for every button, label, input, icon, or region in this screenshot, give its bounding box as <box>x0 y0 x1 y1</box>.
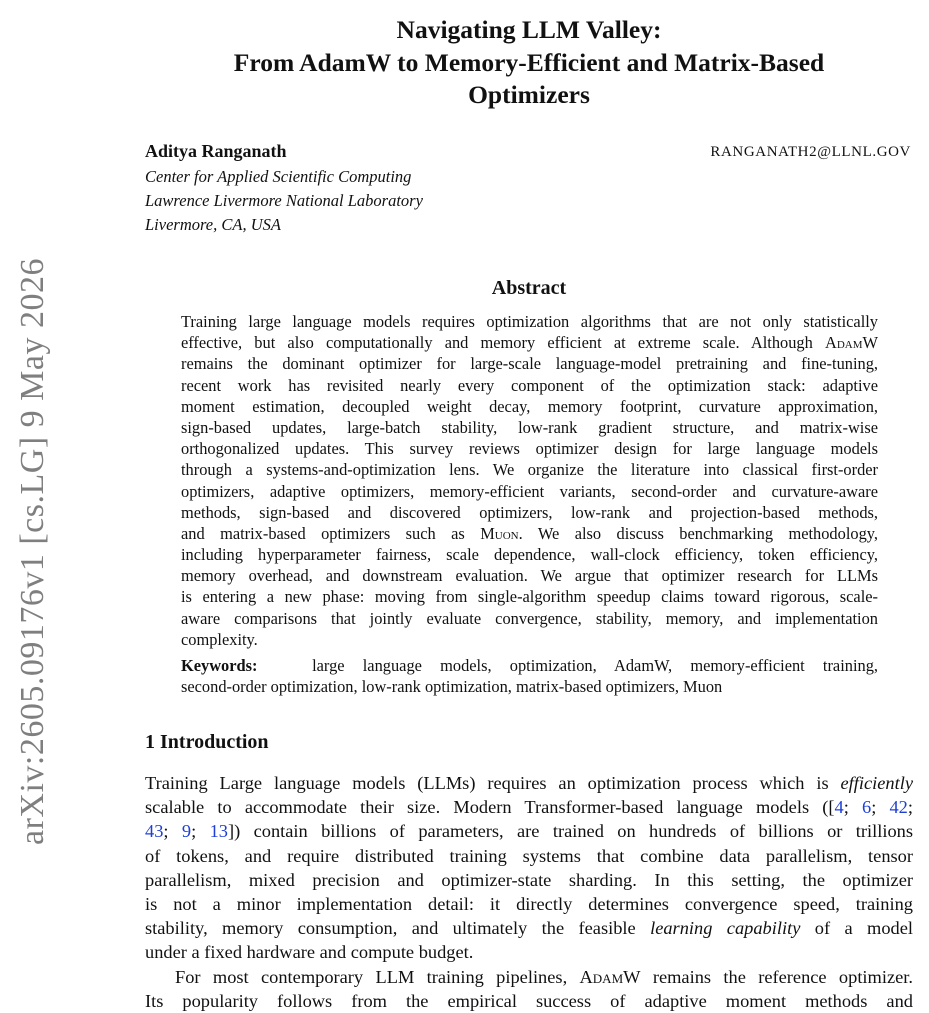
introduction-body <box>145 771 913 1013</box>
abstract-line: recent work has revisited nearly every component of the optimization stack: adaptive <box>181 375 878 395</box>
abstract-line: orthogonalized updates. This survey reviews optimizer design for large language models <box>181 439 878 459</box>
intro-line: 43; 9; 13]) contain billions of parameters, are trained on hundreds of billions or trillions <box>145 821 913 842</box>
abstract-line: remains the dominant optimizer for large-scale language-model pretraining and fine-tuning, <box>181 354 878 374</box>
abstract-line: Training large language models requires optimization algorithms that are not only statistically <box>181 312 878 331</box>
citation-link[interactable]: 43 <box>145 821 164 842</box>
muon-term: Muon <box>480 523 519 543</box>
intro-line: parallelism, mixed precision and optimizer-state sharding. In this setting, the optimizer <box>145 869 913 890</box>
intro-line: under a fixed hardware and compute budget. <box>145 942 474 963</box>
intro-line: stability, memory consumption, and ultimately the feasible learning capability of a model <box>145 918 913 939</box>
citation-link[interactable]: 6 <box>862 797 872 818</box>
abstract-line: through a systems-and-optimization lens. We organize the literature into classical first-order <box>181 460 878 480</box>
intro-line: Training Large language models (LLMs) requires an optimization process which is efficiently <box>145 773 913 793</box>
abstract-line: aware comparisons that jointly evaluate convergence, stability, memory, and implementation <box>181 608 878 628</box>
intro-line: For most contemporary LLM training pipelines, AdamW remains the reference optimizer. <box>175 966 913 987</box>
keywords-line: Keywords: large language models, optimization, AdamW, memory-efficient training, <box>181 656 878 675</box>
title-line: Optimizers <box>468 80 590 109</box>
citation-link[interactable]: 42 <box>889 797 908 818</box>
abstract-line: effective, but also computationally and memory efficient at extreme scale. Although AdamW <box>181 333 878 353</box>
abstract-line: moment estimation, decoupled weight decay, memory footprint, curvature approximation, <box>181 396 878 416</box>
intro-line: of tokens, and require distributed training systems that combine data parallelism, tensor <box>145 845 913 866</box>
keywords-line: second-order optimization, low-rank optimization, matrix-based optimizers, Muon <box>181 677 723 697</box>
title-line: Navigating LLM Valley: <box>396 15 662 44</box>
abstract-line: including hyperparameter fairness, scale dependence, wall-clock efficiency, token efficiency, <box>181 545 878 565</box>
affiliation-line: Livermore, CA, USA <box>145 215 281 234</box>
intro-line: scalable to accommodate their size. Modern Transformer-based language models ([4; 6; 42; <box>145 797 913 818</box>
citation-link[interactable]: 13 <box>209 821 228 842</box>
citation-link[interactable]: 4 <box>834 797 844 818</box>
affiliation-line: Lawrence Livermore National Laboratory <box>145 191 423 210</box>
abstract-body <box>181 311 878 650</box>
abstract-line: optimizers, adaptive optimizers, memory-efficient variants, second-order and curvature-aware <box>181 481 878 501</box>
abstract-line: and matrix-based optimizers such as Muon. We also discuss benchmarking methodology, <box>181 523 878 543</box>
intro-line: is not a minor implementation detail: it directly determines convergence speed, training <box>145 893 913 914</box>
adamw-term: AdamW <box>825 333 878 353</box>
citation-link[interactable]: 9 <box>181 821 192 842</box>
abstract-line: complexity. <box>181 629 258 649</box>
abstract-line: methods, sign-based and discovered optimizers, low-rank and projection-based methods, <box>181 502 878 522</box>
section-heading-introduction: 1 Introduction <box>145 731 269 753</box>
title-line: From AdamW to Memory-Efficient and Matrix-Based <box>233 47 825 77</box>
abstract-line: memory overhead, and downstream evaluation. We argue that optimizer research for LLMs <box>181 566 878 586</box>
intro-line: Its popularity follows from the empirical success of adaptive moment methods and <box>145 990 913 1011</box>
affiliation-line: Center for Applied Scientific Computing <box>145 167 412 186</box>
abstract-line: sign-based updates, large-batch stability, low-rank gradient structure, and matrix-wise <box>181 417 878 437</box>
paper-title <box>145 14 913 112</box>
abstract-line: is entering a new phase: moving from single-algorithm speedup claims toward rigorous, scale- <box>181 587 878 607</box>
arxiv-identifier-stamp: arXiv:2605.09176v1 [cs.LG] 9 May 2026 <box>14 258 51 845</box>
author-name: Aditya Ranganath <box>145 141 287 161</box>
author-email: RANGANATH2@LLNL.GOV <box>710 144 911 160</box>
abstract-heading: Abstract <box>491 277 567 299</box>
keywords-block <box>181 655 878 697</box>
keywords-label: Keywords: <box>181 656 258 675</box>
